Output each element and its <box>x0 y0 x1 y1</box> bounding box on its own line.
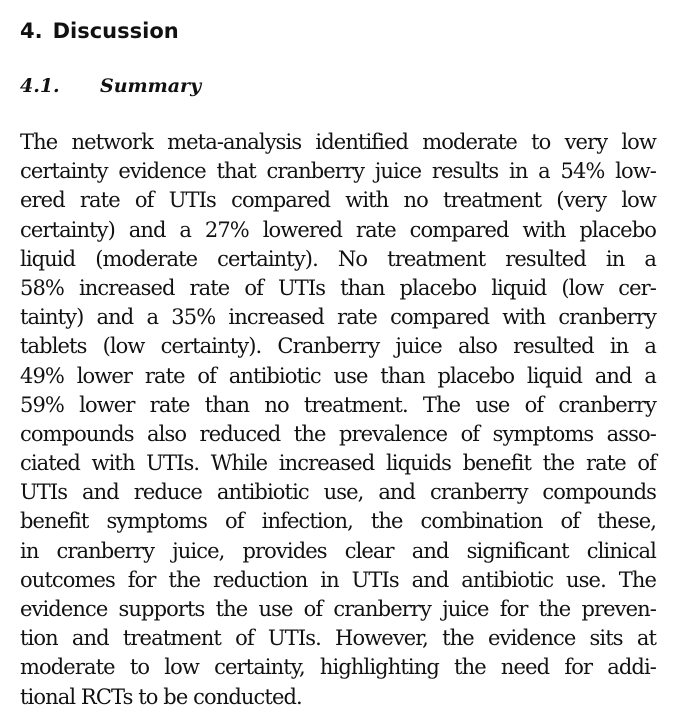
summary-paragraph <box>20 128 656 712</box>
paragraph-line: tablets (low certainty). Cranberry juice also resulted in a <box>20 334 656 359</box>
paragraph-line: certainty) and a 27% lowered rate compared with placebo <box>20 217 656 242</box>
paragraph-line: in cranberry juice, provides clear and significant clinical <box>20 538 656 563</box>
paragraph-line: tion and treatment of UTIs. However, the evidence sits at <box>20 626 656 651</box>
section-title: Discussion <box>52 19 179 43</box>
subsection-number: 4.1. <box>20 75 60 97</box>
paragraph-line: outcomes for the reduction in UTIs and antibiotic use. The <box>20 567 656 592</box>
paragraph-line: 59% lower rate than no treatment. The use of cranberry <box>20 392 656 417</box>
paragraph-line: certainty evidence that cranberry juice results in a 54% low- <box>20 159 656 184</box>
paragraph-line: moderate to low certainty, highlighting the need for addi- <box>20 655 656 680</box>
section-number: 4. <box>20 19 43 43</box>
paragraph-line: compounds also reduced the prevalence of symptoms asso- <box>20 421 656 446</box>
paragraph-line: tional RCTs to be conducted. <box>20 684 302 709</box>
paragraph-line: evidence supports the use of cranberry juice for the preven- <box>20 597 656 621</box>
section-heading <box>20 17 179 45</box>
paragraph-line: liquid (moderate certainty). No treatment resulted in a <box>20 246 656 271</box>
paragraph-line: UTIs and reduce antibiotic use, and cranberry compounds <box>20 480 656 505</box>
paragraph-line: benefit symptoms of infection, the combination of these, <box>20 509 656 534</box>
paragraph-line: ciated with UTIs. While increased liquids benefit the rate of <box>20 451 656 476</box>
paragraph-line: 58% increased rate of UTIs than placebo liquid (low cer- <box>20 275 656 300</box>
subsection-heading <box>20 73 201 99</box>
paragraph-line: The network meta-analysis identified moderate to very low <box>20 130 656 154</box>
subsection-title: Summary <box>100 75 202 97</box>
paragraph-line: ered rate of UTIs compared with no treatment (very low <box>20 188 656 213</box>
paragraph-line: 49% lower rate of antibiotic use than placebo liquid and a <box>20 363 656 388</box>
paragraph-line: tainty) and a 35% increased rate compared with cranberry <box>20 305 656 330</box>
